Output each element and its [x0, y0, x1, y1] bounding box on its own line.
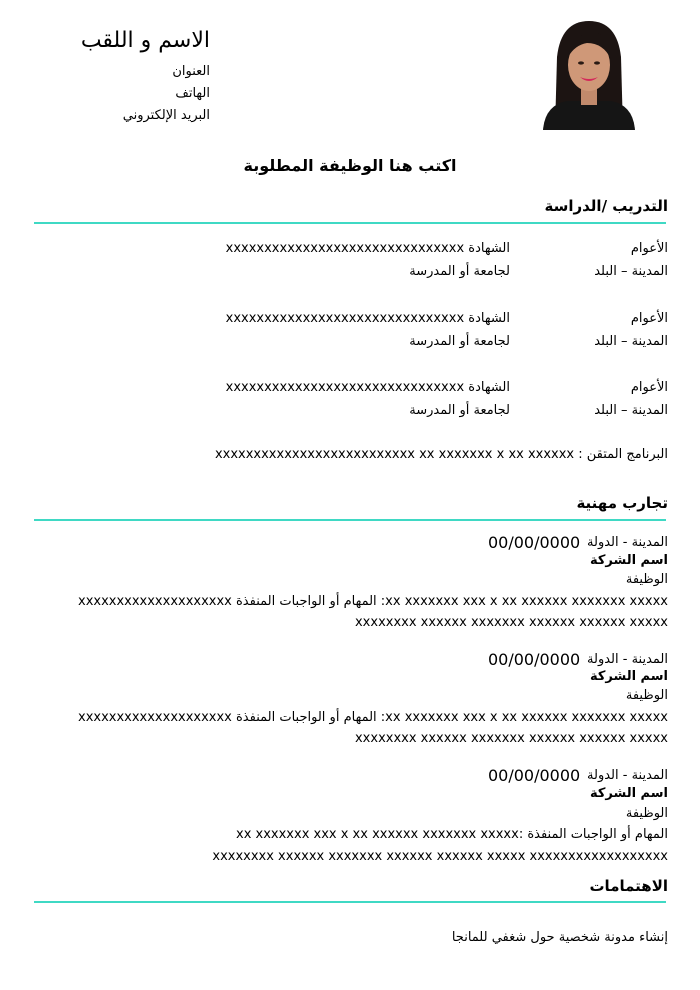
exp-city: المدينة - الدولة	[587, 652, 668, 667]
exp-duties-cont: xxxxxxxx xxxxxx xxxxxxx xxxxxx xxxxxx xxxxx xxxxxxxxxxxxxxxxxx	[212, 849, 668, 864]
edu-institution: لجامعة أو المدرسة	[409, 334, 510, 349]
exp-city: المدينة - الدولة	[587, 535, 668, 550]
interests-divider	[34, 901, 666, 903]
software-line: البرنامج المتقن : xxxxxxxxxxxxxxxxxxxxxxxxxx xx xxxxxxx x xx xxxxxx	[214, 447, 668, 462]
exp-position: الوظيفة	[625, 806, 668, 821]
edu-location: المدينة – البلد	[594, 264, 668, 279]
exp-duties: المهام أو الواجبات المنفذة :xx xxxxxxx xxx x xx xxxxxx xxxxxxx xxxxx	[236, 827, 668, 842]
job-title: اكتب هنا الوظيفة المطلوبة	[243, 156, 457, 175]
edu-years: الأعوام	[630, 311, 668, 326]
exp-duties-cont: xxxxxxxx xxxxxx xxxxxxx xxxxxx xxxxxx xxxxx	[354, 615, 668, 630]
exp-duties-cont: xxxxxxxx xxxxxx xxxxxxx xxxxxx xxxxxx xxxxx	[354, 731, 668, 746]
education-heading: التدريب /الدراسة	[544, 197, 668, 215]
exp-position: الوظيفة	[625, 688, 668, 703]
edu-years: الأعوام	[630, 241, 668, 256]
interests-text: إنشاء مدونة شخصية حول شغفي للمانجا	[451, 930, 668, 945]
exp-duties: xxxxxxxxxxxxxxxxxxxx المهام أو الواجبات المنفذة :xx xxxxxxx xxx x xx xxxxxx xxxxxxx xxxxx	[78, 594, 668, 609]
exp-company: اسم الشركة	[589, 553, 668, 568]
email: البريد الإلكتروني	[122, 108, 210, 123]
exp-date: 00/00/0000	[488, 533, 581, 552]
exp-company: اسم الشركة	[589, 669, 668, 684]
address: العنوان	[172, 64, 210, 79]
edu-degree: الشهادة xxxxxxxxxxxxxxxxxxxxxxxxxxxxxxx	[225, 380, 510, 395]
phone: الهاتف	[175, 86, 210, 101]
interests-heading: الاهتمامات	[589, 877, 668, 895]
exp-date: 00/00/0000	[488, 650, 581, 669]
experience-heading: تجارب مهنية	[576, 494, 668, 512]
edu-years: الأعوام	[630, 380, 668, 395]
exp-city: المدينة - الدولة	[587, 768, 668, 783]
exp-company: اسم الشركة	[589, 786, 668, 801]
full-name: الاسم و اللقب	[80, 28, 210, 53]
education-divider	[34, 222, 666, 224]
profile-photo	[537, 17, 640, 130]
edu-degree: الشهادة xxxxxxxxxxxxxxxxxxxxxxxxxxxxxxx	[225, 241, 510, 256]
edu-institution: لجامعة أو المدرسة	[409, 403, 510, 418]
edu-institution: لجامعة أو المدرسة	[409, 264, 510, 279]
edu-location: المدينة – البلد	[594, 403, 668, 418]
experience-divider	[34, 519, 666, 521]
exp-date: 00/00/0000	[488, 766, 581, 785]
edu-location: المدينة – البلد	[594, 334, 668, 349]
exp-duties: xxxxxxxxxxxxxxxxxxxx المهام أو الواجبات المنفذة :xx xxxxxxx xxx x xx xxxxxx xxxxxxx xxxxx	[78, 710, 668, 725]
exp-position: الوظيفة	[625, 572, 668, 587]
edu-degree: الشهادة xxxxxxxxxxxxxxxxxxxxxxxxxxxxxxx	[225, 311, 510, 326]
